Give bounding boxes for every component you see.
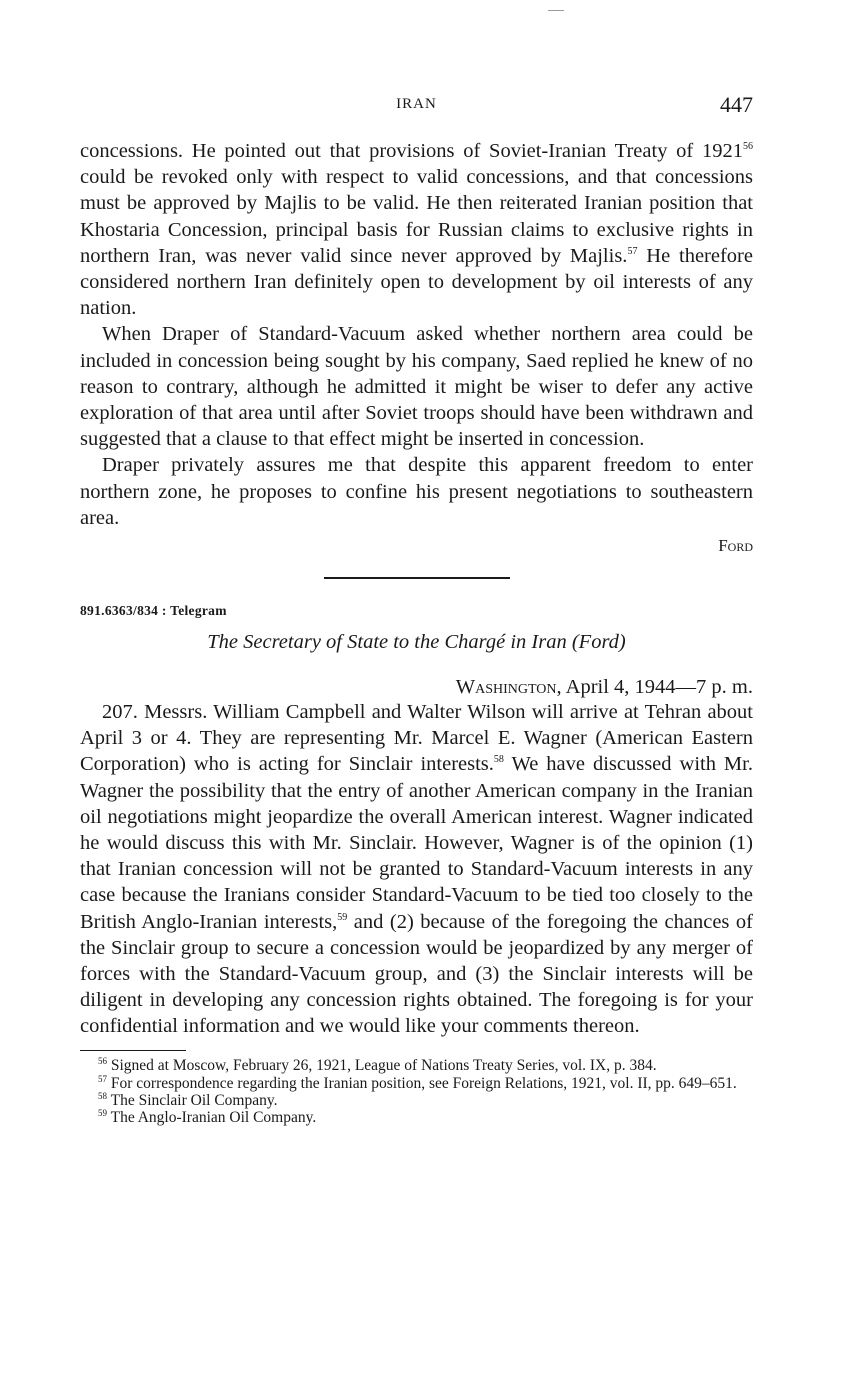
footnote-number: 57 xyxy=(98,1073,107,1084)
paragraph-1-part-a: concessions. He pointed out that provisions of Soviet-Iranian Treaty of 1921 xyxy=(80,140,743,162)
dateline-date: , April 4, 1944—7 p. m. xyxy=(556,676,753,699)
dateline xyxy=(80,676,753,699)
paragraph-1 xyxy=(80,138,753,321)
paragraph-3: Draper privately assures me that despite this apparent freedom to enter northern zone, he proposes to confine his present negotiations to southeastern area. xyxy=(80,454,753,529)
telegram-body-part-a: 207. Messrs. William Campbell and Walter Wilson will arrive at Tehran about April 3 or 4. They are representing Mr. Marcel E. Wagner (American Eastern Corporation) who is acting for Sinclair interests. xyxy=(80,701,753,776)
footnote-text: For correspondence regarding the Iranian position, see Foreign Relations, 1921, vol. II, pp. 649–651. xyxy=(107,1074,737,1092)
footnote-58 xyxy=(80,1092,753,1109)
footnote-number: 58 xyxy=(98,1090,107,1101)
paragraph-2: When Draper of Standard-Vacuum asked whether northern area could be included in concession being sought by his company, Saed replied he knew of no reason to contrary, although he admitted it might be wiser to defer any active exploration of that area until after Soviet troops should have been withdrawn and suggested that a clause to that effect might be inserted in concession. xyxy=(80,323,753,451)
signature: Ford xyxy=(718,536,753,556)
footnote-number: 56 xyxy=(98,1056,107,1067)
footnote-57 xyxy=(80,1075,753,1092)
paragraph-1-part-c: He therefore considered northern Iran definitely open to development by oil interests of any nation. xyxy=(80,244,753,320)
footnote-number: 59 xyxy=(98,1108,107,1119)
footnote-ref-57: 57 xyxy=(627,245,638,257)
page-number: 447 xyxy=(720,92,753,117)
footnote-56 xyxy=(80,1057,753,1074)
footnote-text: The Anglo-Iranian Oil Company. xyxy=(107,1109,317,1127)
telegram-body xyxy=(80,699,753,1040)
footnote-divider xyxy=(80,1050,186,1052)
paragraph-1-part-b: could be revoked only with respect to valid concessions, and that concessions must be approved by Majlis to be valid. He then reiterated Iranian position that Khostaria Concession, principal basis for Russian claims to exclusive rights in northern Iran, was never valid since never approved by Majlis. xyxy=(80,166,753,267)
section-divider xyxy=(324,577,510,579)
running-title: IRAN xyxy=(396,96,437,112)
footnote-text: Signed at Moscow, February 26, 1921, League of Nations Treaty Series, vol. IX, p. 384. xyxy=(107,1057,657,1075)
footnote-ref-58: 58 xyxy=(493,754,504,766)
footnote-ref-56: 56 xyxy=(743,141,753,153)
telegram-body-part-b: We have discussed with Mr. Wagner the possibility that the entry of another American company in the Iranian oil negotiations might jeopardize the overall American interest. Wagner indicated he would discuss this with Mr. Sinclair. However, Wagner is of the opinion (1) that Iranian concession will not be granted to Standard-Vacuum interests in any case because the Iranians consider Standard-Vacuum to be tied too closely to the British Anglo-Iranian interests, xyxy=(80,753,753,933)
top-scan-mark xyxy=(548,10,564,11)
file-reference: 891.6363/834 : Telegram xyxy=(80,603,227,619)
page-header xyxy=(80,92,753,122)
dateline-place: Washington xyxy=(455,676,557,699)
document-title: The Secretary of State to the Chargé in Iran (Ford) xyxy=(207,631,626,654)
footnote-ref-59: 59 xyxy=(337,911,348,923)
footnotes xyxy=(80,1057,753,1127)
footnote-59 xyxy=(80,1109,753,1126)
footnote-text: The Sinclair Oil Company. xyxy=(107,1092,278,1109)
page-body xyxy=(80,138,753,1127)
telegram-body-part-c: and (2) because of the foregoing the chances of the Sinclair group to secure a concession would be jeopardized by any merger of forces with the Standard-Vacuum group, and (3) the Sinclair interests will be diligent in developing any concession rights obtained. The foregoing is for your confidential information and we would like your comments thereon. xyxy=(80,910,753,1038)
